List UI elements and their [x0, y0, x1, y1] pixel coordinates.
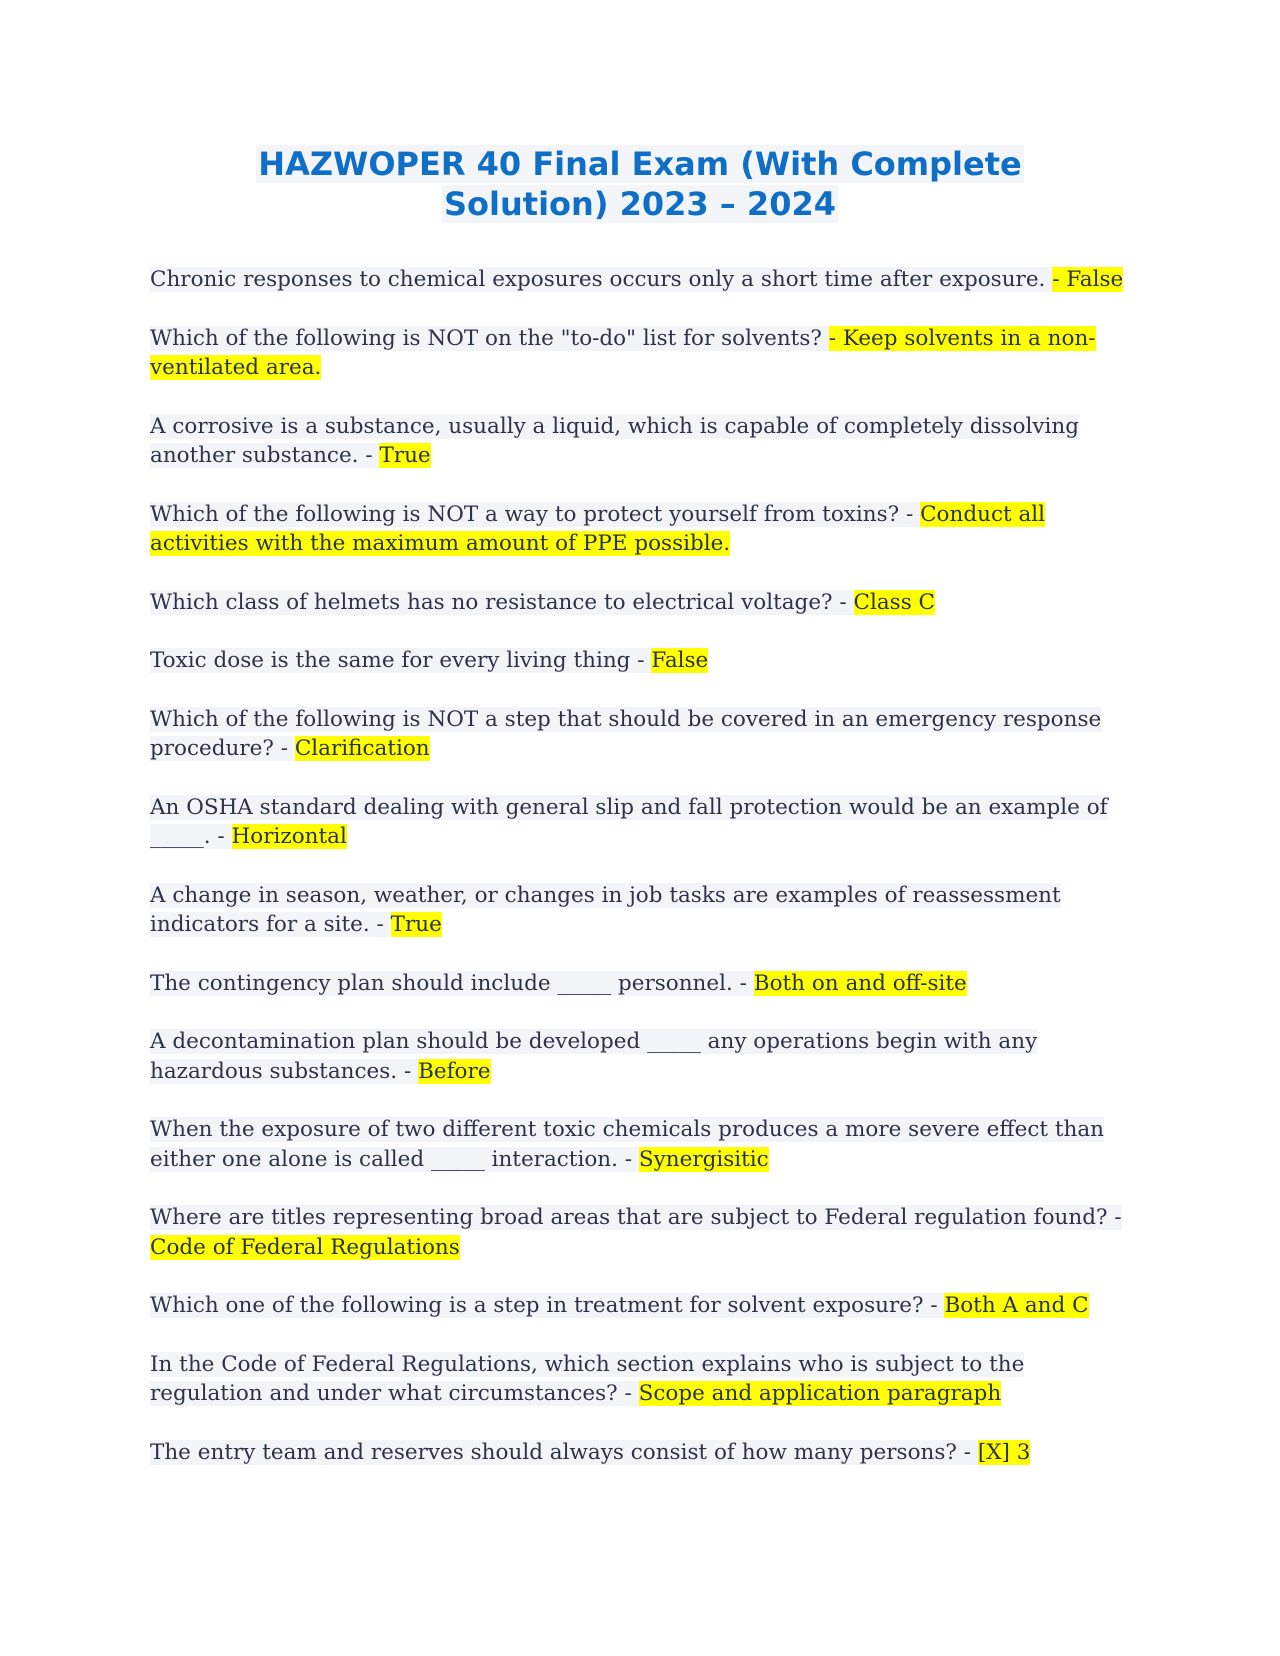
qa-item — [150, 1115, 1140, 1174]
question-text: An OSHA standard dealing with general slip and fall protection would be an example of _____. - — [150, 794, 1108, 849]
document-title — [150, 144, 1130, 224]
answer-text: Both A and C — [944, 1293, 1089, 1318]
qa-item — [150, 265, 1140, 295]
qa-item — [150, 969, 1140, 999]
answer-text: - False — [1052, 267, 1124, 292]
answer-text: Horizontal — [231, 824, 347, 849]
qa-item — [150, 1203, 1140, 1262]
question-text: A decontamination plan should be developed _____ any operations begin with any hazardous substances. - — [150, 1029, 1038, 1084]
qa-item — [150, 324, 1140, 383]
qa-item — [150, 1291, 1140, 1321]
question-text: Toxic dose is the same for every living thing - — [150, 648, 652, 673]
question-text: When the exposure of two different toxic chemicals produces a more severe effect than either one alone is called _____ interaction. - — [150, 1117, 1105, 1172]
question-text: Which one of the following is a step in treatment for solvent exposure? - — [150, 1293, 945, 1318]
answer-text: Code of Federal Regulations — [150, 1234, 460, 1260]
answer-text: Scope and application paragraph — [638, 1381, 1002, 1406]
question-text: The entry team and reserves should always consist of how many persons? - — [150, 1439, 978, 1465]
question-text: Where are titles representing broad areas that are subject to Federal regulation found? - — [150, 1205, 1122, 1230]
question-text: Which of the following is NOT a step that should be covered in an emergency response procedure? - — [150, 706, 1102, 761]
qa-item — [150, 793, 1140, 852]
question-text: Which of the following is NOT a way to protect yourself from toxins? - — [150, 501, 921, 527]
answer-text: - Keep solvents in a non-ventilated area. — [150, 325, 1096, 380]
answer-text: Conduct all activities with the maximum amount of PPE possible. — [150, 501, 1046, 556]
question-text: A corrosive is a substance, usually a liquid, which is capable of completely dissolving another substance. - — [150, 413, 1079, 468]
title-line-2: Solution) 2023 – 2024 — [444, 185, 836, 223]
qa-item — [150, 646, 1140, 676]
answer-text: Synergisitic — [638, 1146, 769, 1172]
qa-item — [150, 1350, 1140, 1409]
qa-item — [150, 705, 1140, 764]
answer-text: True — [379, 443, 431, 468]
qa-item — [150, 1438, 1140, 1468]
qa-item — [150, 500, 1140, 559]
question-text: A change in season, weather, or changes in job tasks are examples of reassessment indicators for a site. - — [150, 882, 1061, 937]
qa-item — [150, 412, 1140, 471]
question-text: In the Code of Federal Regulations, which section explains who is subject to the regulation and under what circumstances? - — [150, 1351, 1025, 1406]
qa-item — [150, 588, 1140, 618]
answer-text: True — [390, 912, 442, 937]
qa-item — [150, 1027, 1140, 1086]
title-line-1: HAZWOPER 40 Final Exam (With Complete — [258, 145, 1022, 183]
answer-text: Both on and off-site — [753, 970, 967, 996]
question-text: Chronic responses to chemical exposures occurs only a short time after exposure. — [150, 267, 1053, 292]
answer-text: Before — [418, 1058, 491, 1084]
answer-text: [X] 3 — [977, 1439, 1031, 1465]
question-text: Which of the following is NOT on the "to-do" list for solvents? — [150, 325, 829, 351]
question-text: Which class of helmets has no resistance to electrical voltage? - — [150, 589, 854, 615]
question-text: The contingency plan should include _____ personnel. - — [150, 970, 754, 996]
answer-text: Class C — [853, 589, 936, 615]
answer-text: False — [651, 648, 709, 673]
qa-item — [150, 881, 1140, 940]
question-answer-list — [150, 265, 1140, 1496]
answer-text: Clarification — [294, 736, 430, 761]
